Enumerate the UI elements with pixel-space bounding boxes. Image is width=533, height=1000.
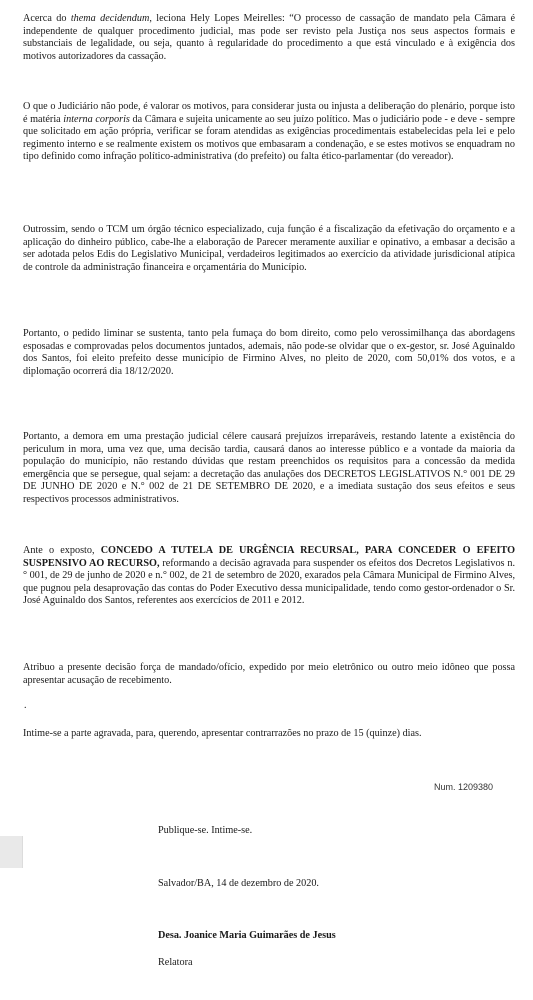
scan-margin-mark (0, 836, 23, 868)
paragraph-2-text-b: da Câmara e sujeita unicamente ao seu juízo político. Mas o judiciário pode - e deve - sempre que solicitado em ação própria, verificar se foram atendidas as exigências procedimentais estabelecidas pela lei e pelo regimento interno e se realmente existem os motivos que embasaram a condenação, e se estes motivos se enquadram no tipo definido como infração político-administrativa (do prefeito) ou falta ético-parlamentar (do vereador). (23, 113, 515, 163)
paragraph-7: Atribuo a presente decisão força de mandado/ofício, expedido por meio eletrônico ou outro meio idôneo que possa apresentar acusação de recebimento. (23, 662, 515, 686)
signer-role: Relatora (158, 957, 193, 968)
paragraph-6-text-a: Ante o exposto, (23, 545, 101, 556)
paragraph-2-italic-term: interna corporis (63, 113, 130, 125)
signer-name: Desa. Joanice Maria Guimarães de Jesus (158, 930, 336, 941)
paragraph-2-text-a: O que o Judiciário não pode, é valorar os motivos, para considerar justa ou injusta a deliberação do plenário, porque isto é matéria (23, 101, 515, 125)
paragraph-3: Outrossim, sendo o TCM um órgão técnico especializado, cuja função é a fiscalização da efetivação do orçamento e a aplicação do dinheiro público, cabe-lhe a elaboração de Parecer meramente auxiliar e opinativo, a embasar a decisão a ser adotada pelos Edis do Legislativo Municipal, verdadeiros legitimados ao exercício da atividade jurisdicional atípica de controle da administração financeira e orçamentária do Município. (23, 224, 515, 273)
paragraph-1 (23, 13, 515, 63)
paragraph-1-text-b: , leciona Hely Lopes Meirelles: “O processo de cassação de mandato pela Câmara é independente de qualquer procedimento judicial, mas pode ser revisto pela Justiça nos seus aspectos formais e substanciais de legalidade, ou seja, quanto à regularidade do procedimento a que está vinculado e à exigência dos motivos autorizadores da cassação. (23, 13, 515, 62)
document-number: Num. 1209380 (433, 782, 493, 792)
paragraph-1-text-a: Acerca do (23, 13, 71, 24)
paragraph-5: Portanto, a demora em uma prestação judicial célere causará prejuízos irreparáveis, restando latente a existência do periculum in mora, uma vez que, uma decisão tardia, causará danos ao interesse público e a vontade da maioria da população do município, não restando dúvidas que restam preenchidos os requisitos para a concessão da medida emergência que se persegue, qual sejam: a decretação das anulações dos DECRETOS LEGISLATIVOS N.° 001 DE 29 DE JUNHO DE 2020 e N.° 002 de 21 DE SETEMBRO DE 2020, e a imediata sustação dos seus efeitos e seus respectivos processos administrativos. (23, 431, 515, 505)
paragraph-1-italic-term: thema decidendum (70, 13, 150, 24)
paragraph-6-text-b: reformando a decisão agravada para suspender os efeitos dos Decretos Legislativos n.° 001, de 29 de junho de 2020 e n.° 002, de 21 de setembro de 2020, exarados pela Câmara Municipal de Firmino Alves, que pugnou pela desaprovação das contas do Poder Executivo dessa municipalidade, tendo como gestor-ordenador o Sr. José Aguinaldo dos Santos, referentes aos exercícios de 2011 e 2012. (23, 557, 515, 607)
stray-dot: . (24, 700, 27, 711)
place-date-line: Salvador/BA, 14 de dezembro de 2020. (158, 878, 319, 889)
paragraph-4: Portanto, o pedido liminar se sustenta, tanto pela fumaça do bom direito, como pelo verossimilhança das abordagens esposadas e comprovadas pelos documentos juntados, ademais, não pode-se olvidar que o ex-gestor, sr. José Aguinaldo dos Santos, foi eleito prefeito desse município de Firmino Alves, no pleito de 2020, com 50,01% dos votos, e a diplomação ocorrerá dia 18/12/2020. (23, 328, 515, 377)
paragraph-6-bold-decision: CONCEDO A TUTELA DE URGÊNCIA RECURSAL, PARA CONCEDER O EFEITO SUSPENSIVO AO RECURSO, (23, 545, 515, 569)
paragraph-8: Intime-se a parte agravada, para, querendo, apresentar contrarrazões no prazo de 15 (quinze) dias. (23, 728, 422, 739)
publique-line: Publique-se. Intime-se. (158, 825, 253, 836)
paragraph-2 (23, 101, 515, 164)
paragraph-6 (23, 545, 515, 608)
